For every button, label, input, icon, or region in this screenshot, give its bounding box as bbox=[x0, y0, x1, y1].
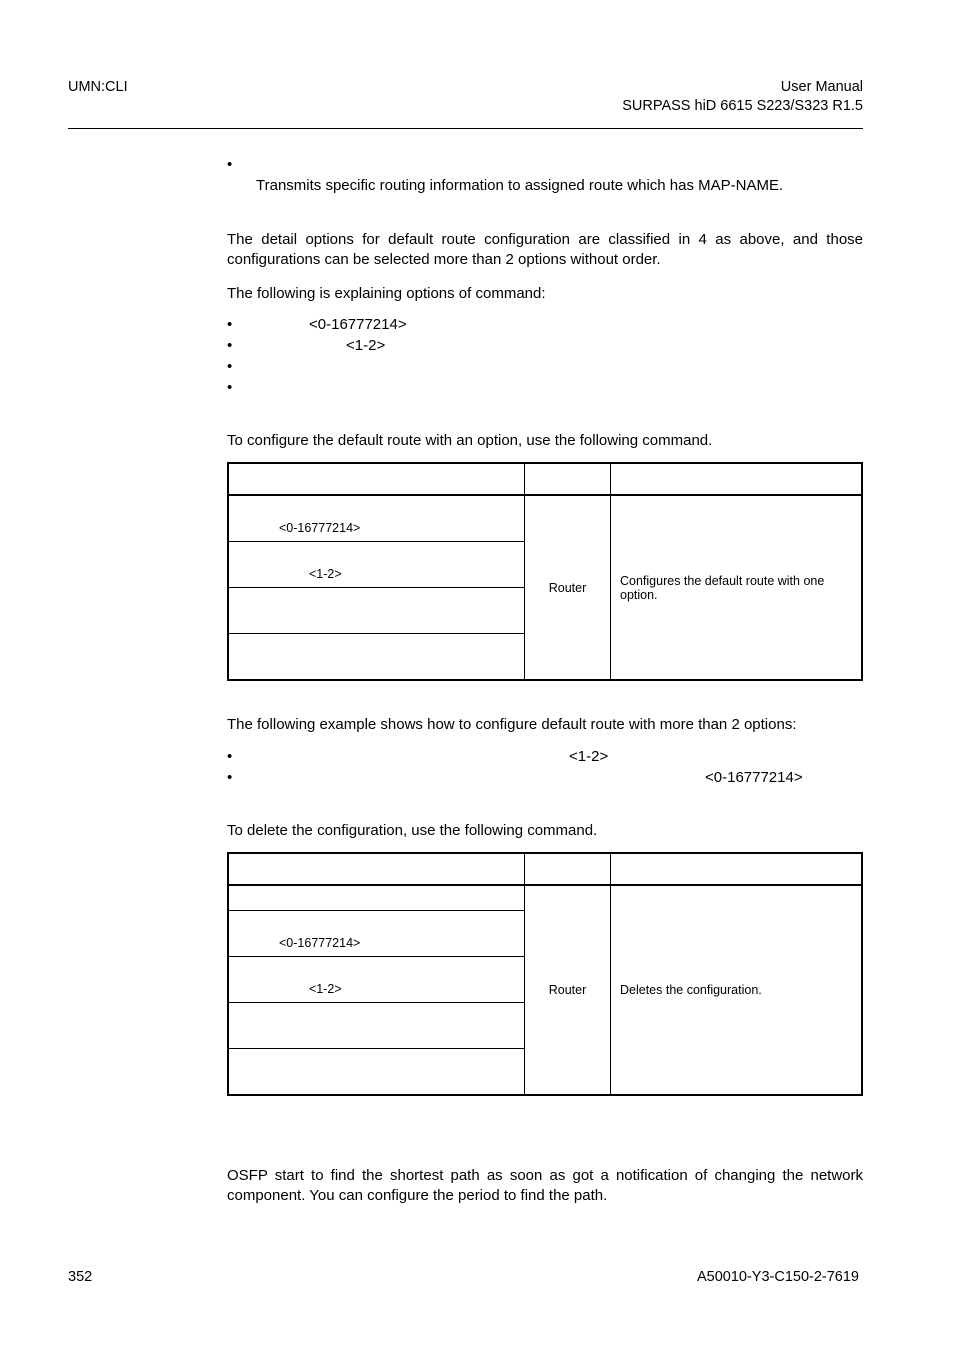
table-header-command bbox=[228, 463, 525, 495]
bullet: • bbox=[227, 379, 233, 396]
bullet: • bbox=[227, 358, 233, 375]
example-metric-type: <1-2> bbox=[569, 748, 609, 765]
option-metric-range: <0-16777214> bbox=[309, 316, 407, 333]
table-cell-mode: Router bbox=[525, 885, 611, 1095]
paragraph-ospf-spf: OSFP start to find the shortest path as soon as got a notification of changing the network component. You can configure the period to find the path. bbox=[227, 1167, 863, 1204]
bullet: • bbox=[227, 156, 233, 173]
table-row-empty bbox=[228, 1048, 525, 1095]
bullet: • bbox=[227, 337, 233, 354]
table-header-command bbox=[228, 853, 525, 885]
table-row-empty bbox=[228, 587, 525, 633]
command-table-configure bbox=[227, 462, 863, 681]
header-rule bbox=[68, 128, 863, 129]
table-cell-mode: Router bbox=[525, 495, 611, 680]
header-left: UMN:CLI bbox=[68, 79, 128, 95]
paragraph-configure-intro: To configure the default route with an option, use the following command. bbox=[227, 432, 713, 449]
document-id: A50010-Y3-C150-2-7619 bbox=[696, 1269, 859, 1285]
paragraph-example-intro: The following example shows how to configure default route with more than 2 options: bbox=[227, 716, 797, 733]
table-header-description bbox=[611, 463, 863, 495]
command-table-delete bbox=[227, 852, 863, 1096]
header-right-line1: User Manual bbox=[780, 79, 863, 95]
page-number: 352 bbox=[68, 1269, 93, 1285]
table-row-empty bbox=[228, 1002, 525, 1048]
bullet: • bbox=[227, 769, 233, 786]
bullet: • bbox=[227, 748, 233, 765]
table-cell-description: Deletes the configuration. bbox=[611, 885, 863, 1095]
header-right-line2: SURPASS hiD 6615 S223/S323 R1.5 bbox=[622, 98, 863, 114]
table-row-metric: <0-16777214> bbox=[228, 910, 525, 956]
paragraph-default-route-options: The detail options for default route configuration are classified in 4 as above, and those configurations can be selected more than 2 options without order. bbox=[227, 231, 863, 268]
route-map-description: Transmits specific routing information to assigned route which has MAP-NAME. bbox=[256, 177, 784, 194]
table-row-metric-type: <1-2> bbox=[228, 956, 525, 1002]
table-row-empty bbox=[228, 633, 525, 680]
paragraph-delete-intro: To delete the configuration, use the following command. bbox=[227, 822, 598, 839]
table-row-metric: <0-16777214> bbox=[228, 495, 525, 541]
table-header-mode bbox=[525, 853, 611, 885]
table-header-description bbox=[611, 853, 863, 885]
example-metric: <0-16777214> bbox=[705, 769, 803, 786]
paragraph-options-intro: The following is explaining options of command: bbox=[227, 285, 546, 302]
option-metric-type-range: <1-2> bbox=[346, 337, 386, 354]
bullet: • bbox=[227, 316, 233, 333]
table-row-empty bbox=[228, 885, 525, 910]
table-header-mode bbox=[525, 463, 611, 495]
table-cell-description: Configures the default route with one option. bbox=[611, 495, 863, 680]
table-row-metric-type: <1-2> bbox=[228, 541, 525, 587]
